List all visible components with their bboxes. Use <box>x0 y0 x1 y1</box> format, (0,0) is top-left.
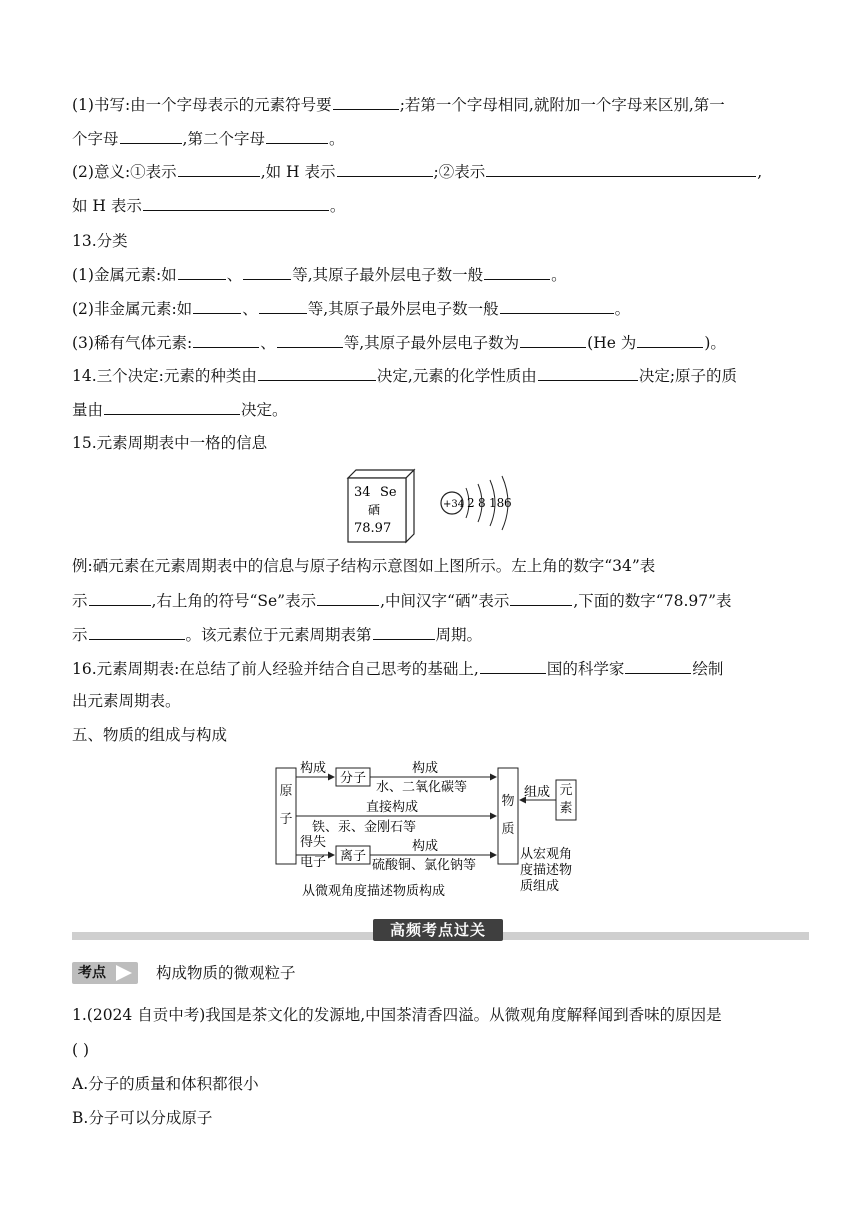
text-line <box>72 93 792 116</box>
text: 13.分类 <box>72 232 128 250</box>
text: A.分子的质量和体积都很小 <box>72 1075 259 1093</box>
text: 决定。 <box>241 401 288 419</box>
label-compose-element: 组成 <box>524 785 551 800</box>
text: 绘制 <box>692 660 724 678</box>
answer-blank[interactable] <box>266 127 328 144</box>
text: 示 <box>72 626 88 644</box>
question-stem <box>72 1004 792 1026</box>
text-line <box>72 127 792 150</box>
substance-vertical-label: 物 质 <box>500 788 516 844</box>
text-line <box>72 398 792 421</box>
answer-blank[interactable] <box>277 331 343 348</box>
answer-blank[interactable] <box>258 364 376 381</box>
answer-blank[interactable] <box>538 364 638 381</box>
text: , <box>757 163 763 181</box>
text: 等,其原子最外层电子数一般 <box>307 300 499 318</box>
atomic-number: 34 <box>354 485 371 500</box>
section-heading <box>72 724 792 746</box>
element-card-svg <box>340 466 530 546</box>
text: 国的科学家 <box>546 660 625 678</box>
ion-label: 离子 <box>340 849 367 864</box>
text: (1)金属元素:如 <box>72 266 177 284</box>
answer-bracket[interactable] <box>72 1039 792 1061</box>
label-gain-lose: 得失 <box>300 835 327 850</box>
shell-electrons: 18 <box>489 496 505 510</box>
text: ,右上角的符号“Se”表示 <box>151 592 317 610</box>
kaodian-tag <box>72 962 138 984</box>
answer-blank[interactable] <box>484 263 550 280</box>
nucleus-charge: +34 <box>443 499 465 510</box>
text: ( ) <box>72 1041 90 1059</box>
answer-blank[interactable] <box>193 331 259 348</box>
micro-caption: 从微观角度描述物质构成 <box>302 884 446 899</box>
section-heading <box>72 230 792 252</box>
text-line <box>72 364 792 387</box>
text-line <box>72 160 792 183</box>
answer-blank[interactable] <box>637 331 703 348</box>
text-line <box>72 263 792 286</box>
text: 决定,元素的化学性质由 <box>376 367 537 385</box>
shell-electrons: 6 <box>504 496 512 510</box>
text: 16.元素周期表:在总结了前人经验并结合自己思考的基础上, <box>72 660 479 678</box>
text: 、 <box>226 266 243 284</box>
answer-blank[interactable] <box>89 623 185 640</box>
text: 等,其原子最外层电子数为 <box>343 334 520 352</box>
answer-blank[interactable] <box>120 127 182 144</box>
element-vertical-label: 元 素 <box>559 783 573 816</box>
example-ion: 硫酸铜、氯化钠等 <box>372 858 477 873</box>
text-line <box>72 331 792 354</box>
card-top-face <box>348 470 414 478</box>
text: 。该元素位于元素周期表第 <box>185 626 372 644</box>
text-line <box>72 297 792 320</box>
text: (2)意义:①表示 <box>72 163 177 181</box>
kaodian-title <box>156 962 656 984</box>
label-direct: 直接构成 <box>366 800 419 815</box>
answer-blank[interactable] <box>333 93 399 110</box>
text: B.分子可以分成原子 <box>72 1109 213 1127</box>
kaodian-arrow-icon <box>116 965 132 981</box>
text: ;若第一个字母相同,就附加一个字母来区别,第一 <box>399 96 725 114</box>
text: 量由 <box>72 401 104 419</box>
text: 。 <box>551 266 567 284</box>
composition-diagram <box>270 754 600 904</box>
text: 个字母 <box>72 130 119 148</box>
section-banner: 高频考点过关 <box>373 919 503 941</box>
element-name: 硒 <box>368 503 381 517</box>
answer-blank[interactable] <box>625 657 691 674</box>
shell-electrons: 8 <box>478 496 486 510</box>
macro-desc-1: 从宏观角 <box>520 847 573 862</box>
answer-blank[interactable] <box>317 589 379 606</box>
element-card-figure <box>340 466 530 546</box>
macro-desc-3: 质组成 <box>520 879 560 894</box>
text: ,如 H 表示 <box>260 163 336 181</box>
text: 。 <box>329 197 346 215</box>
example-direct: 铁、汞、金刚石等 <box>312 820 417 835</box>
shell-electrons: 2 <box>467 496 475 510</box>
text: 、 <box>242 300 258 318</box>
answer-blank[interactable] <box>178 263 226 280</box>
answer-blank[interactable] <box>193 297 241 314</box>
text: (3)稀有气体元素: <box>72 334 193 352</box>
label-composes: 构成 <box>300 761 327 776</box>
text: (2)非金属元素:如 <box>72 300 193 318</box>
text: 、 <box>260 334 276 352</box>
label-composes: 构成 <box>412 761 439 776</box>
text: ,第二个字母 <box>182 130 265 148</box>
atomic-mass: 78.97 <box>354 521 392 536</box>
atom-vertical-label: 原 子 <box>278 778 294 834</box>
text: 示 <box>72 592 88 610</box>
text: 五、物质的组成与构成 <box>72 726 228 744</box>
section-heading <box>72 432 792 454</box>
text: 决定;原子的质 <box>638 367 738 385</box>
option-b[interactable] <box>72 1107 792 1129</box>
answer-blank[interactable] <box>520 331 586 348</box>
text: (1)书写:由一个字母表示的元素符号要 <box>72 96 332 114</box>
text: 。 <box>614 300 631 318</box>
answer-blank[interactable] <box>486 160 756 177</box>
answer-blank[interactable] <box>259 297 307 314</box>
text: 周期。 <box>435 626 483 644</box>
molecule-label: 分子 <box>340 771 367 786</box>
text-line <box>72 555 792 577</box>
text: 构成物质的微观粒子 <box>156 964 296 982</box>
text: ,下面的数字“78.97”表 <box>573 592 732 610</box>
answer-blank[interactable] <box>143 194 329 211</box>
text: 如 H 表示 <box>72 197 142 215</box>
example-molecule: 水、二氧化碳等 <box>376 780 468 795</box>
text: ;②表示 <box>433 163 486 181</box>
text-line <box>72 194 792 217</box>
text: 14.三个决定:元素的种类由 <box>72 367 257 385</box>
text: (He 为 <box>587 334 637 352</box>
text: )。 <box>704 334 726 352</box>
answer-blank[interactable] <box>337 160 433 177</box>
text-line <box>72 690 792 712</box>
macro-desc-2: 度描述物 <box>520 863 573 878</box>
text-line <box>72 623 792 646</box>
text: 1.(2024 自贡中考)我国是茶文化的发源地,中国茶清香四溢。从微观角度解释闻到香味的原因是 <box>72 1006 722 1024</box>
text: ,中间汉字“硒”表示 <box>380 592 510 610</box>
card-side-face <box>406 470 414 542</box>
answer-blank[interactable] <box>178 160 260 177</box>
label-composes: 构成 <box>412 839 439 854</box>
text-line <box>72 589 792 612</box>
answer-blank[interactable] <box>500 297 614 314</box>
element-symbol: Se <box>380 485 397 500</box>
answer-blank[interactable] <box>510 589 572 606</box>
text: 等,其原子最外层电子数一般 <box>292 266 484 284</box>
composition-diagram-svg <box>270 754 600 904</box>
answer-blank[interactable] <box>373 623 435 640</box>
text: 15.元素周期表中一格的信息 <box>72 434 268 452</box>
answer-blank[interactable] <box>104 398 240 415</box>
text-line <box>72 657 792 680</box>
option-a[interactable] <box>72 1073 792 1095</box>
text: 出元素周期表。 <box>72 692 181 710</box>
answer-blank[interactable] <box>243 263 291 280</box>
answer-blank[interactable] <box>89 589 151 606</box>
text: 例:硒元素在元素周期表中的信息与原子结构示意图如上图所示。左上角的数字“34”表 <box>72 557 656 575</box>
kaodian-label: 考点 <box>78 965 106 981</box>
label-electron: 电子 <box>300 855 327 870</box>
text: 。 <box>328 130 345 148</box>
answer-blank[interactable] <box>480 657 546 674</box>
